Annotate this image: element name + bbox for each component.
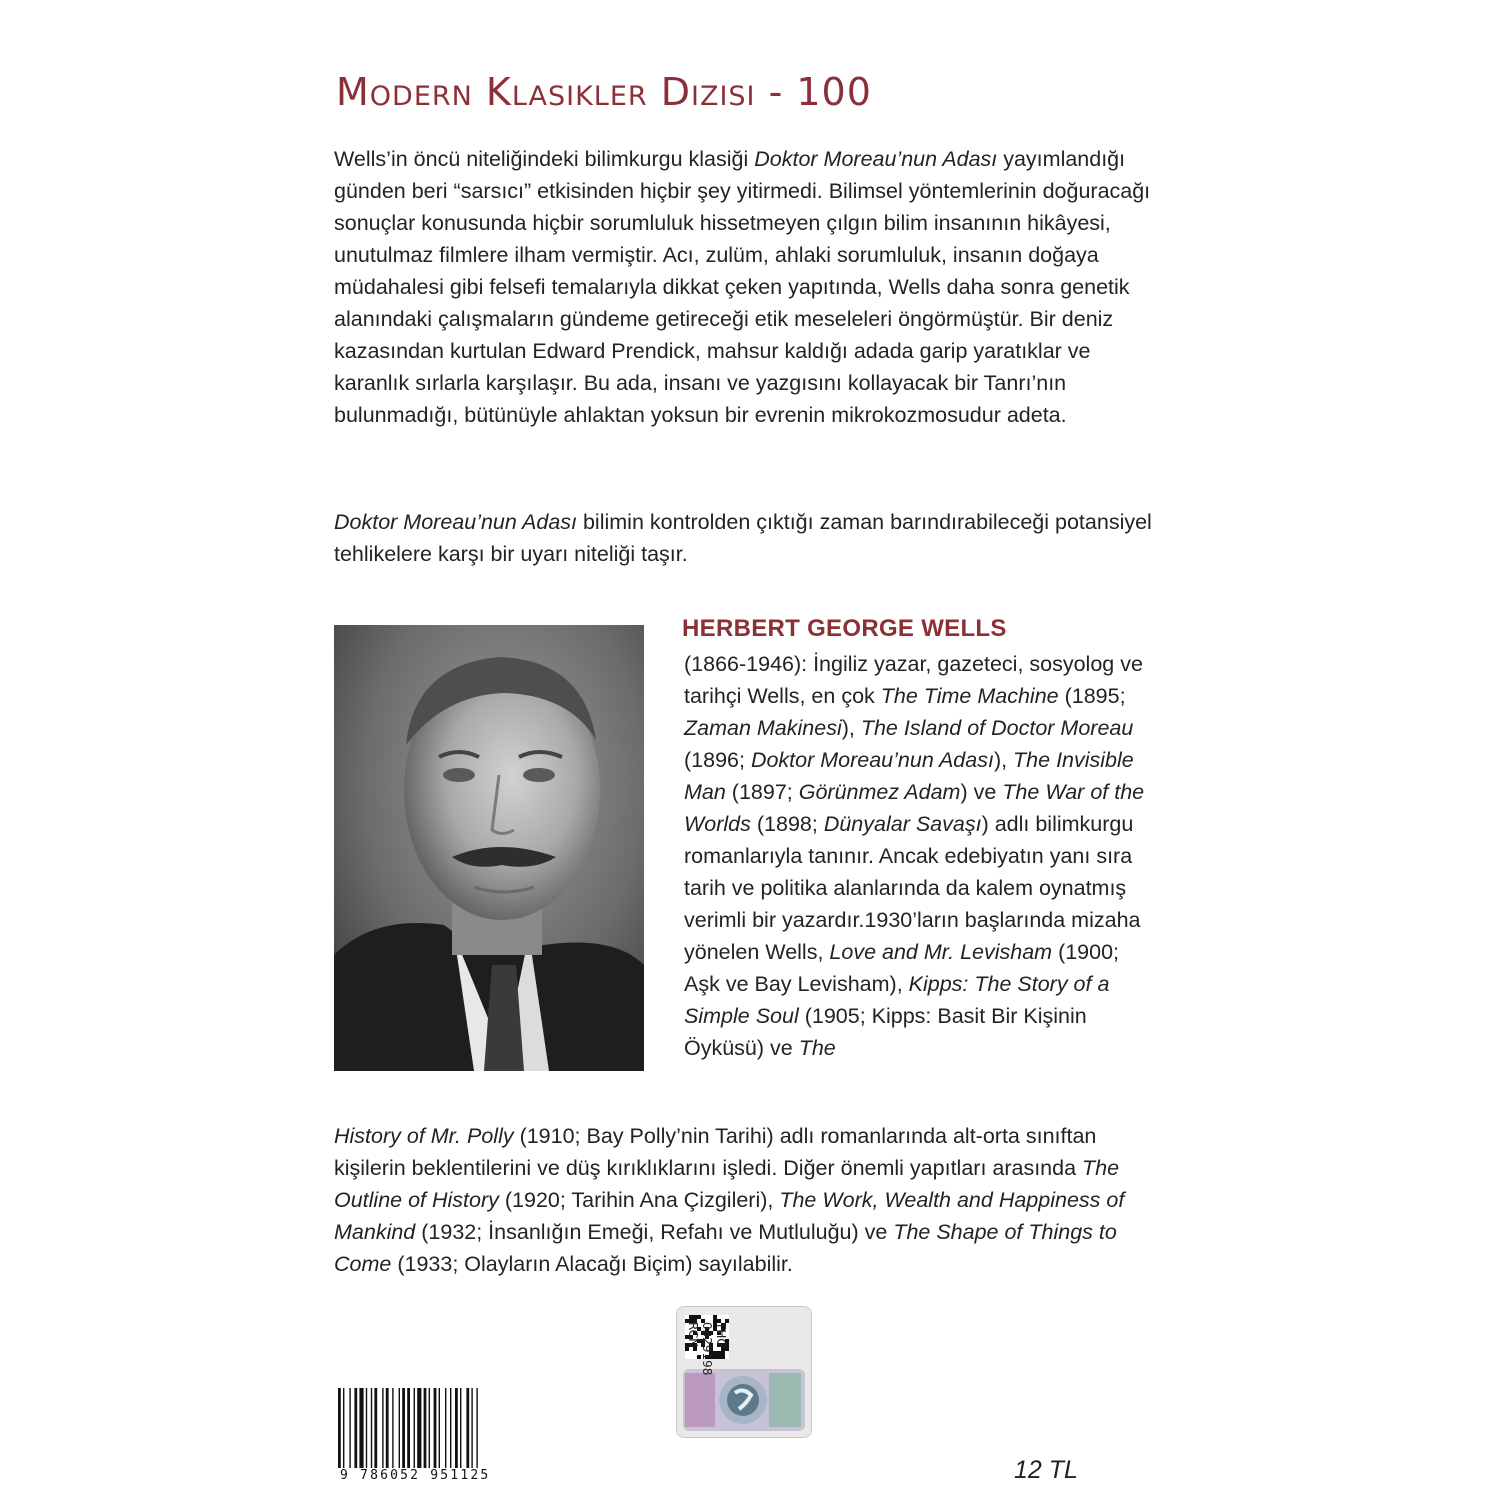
author-name: HERBERT GEORGE WELLS [682, 615, 1007, 642]
work-title: Doktor Moreau’nun Adası [750, 748, 994, 772]
book-title: Doktor Moreau’nun Adası [334, 510, 577, 534]
work-title: The Work, Wealth and Happiness of Mankind [334, 1188, 1125, 1244]
sticker-code-line: RCN [686, 1322, 700, 1348]
author-bio-continued [334, 1120, 1154, 1280]
book-title: Doktor Moreau’nun Adası [754, 147, 998, 171]
bio-text: ) ve [960, 780, 1003, 804]
work-title: The War of the Worlds [684, 780, 1145, 836]
author-bio-column [684, 648, 1154, 1064]
work-title: Love and Mr. Levisham [829, 940, 1053, 964]
bio-text: (1898; [750, 812, 824, 836]
sticker-code-line: THG [714, 1322, 728, 1348]
bio-text: ), [993, 748, 1014, 772]
description-text: Wells’in öncü niteliğindeki bilimkurgu klasiği [334, 147, 755, 171]
bio-text: ) adlı bilimkurgu romanlarıyla tanınır. Ancak edebiyatın yanı sıra tarih ve politika alanlarında da kalem oynatmış verimli bir yazardır.1930’ların başlarında mizaha yönelen Wells, [684, 812, 1141, 964]
bio-text: (1905; Kipps: Basit Bir Kişinin Öyküsü) ve [684, 1004, 1087, 1060]
work-title: The [798, 1036, 836, 1060]
description-paragraph-2 [334, 506, 1154, 570]
isbn-digits: 9 786052 951125 [340, 1468, 491, 1483]
work-title: The Invisible Man [684, 748, 1134, 804]
work-title: Kipps: The Story of a Simple Soul [684, 972, 1110, 1028]
bio-text: (1866-1946): İngiliz yazar, gazeteci, sosyolog ve tarihçi Wells, en çok [684, 652, 1143, 708]
work-title: Dünyalar Savaşı [823, 812, 982, 836]
description-paragraph-1 [334, 143, 1154, 431]
series-title: Modern Klasikler Dizisi - 100 [336, 70, 872, 114]
bio-text: (1910; Bay Polly’nin Tarihi) adlı romanlarında alt-orta sınıftan kişilerin beklentilerini ve düş kırıklıklarını işledi. Diğer önemli yapıtları arasında [334, 1124, 1097, 1180]
work-title: The Outline of History [334, 1156, 1120, 1212]
bio-text: (1932; İnsanlığın Emeği, Refahı ve Mutluluğu) ve [415, 1220, 894, 1244]
bio-text: (1933; Olayların Alacağı Biçim) sayılabilir. [391, 1252, 793, 1276]
description-text: yayımlandığı günden beri “sarsıcı” etkisinden hiçbir şey yitirmedi. Bilimsel yöntemlerinin doğuracağı sonuçlar konusunda hiçbir sorumluluk hissetmeyen çılgın bilim insanının hikâyesi, unutulmaz filmlere ilham vermiştir. Acı, zulüm, ahlaki sorumluluk, insanın doğaya müdahalesi gibi felsefi temalarıyla dikkat çeken yapıtında, Wells daha sonra genetik alanındaki çalışmaların gündeme getireceği etik meseleleri öngörmüştür. Bir deniz kazasından kurtulan Edward Prendick, mahsur kaldığı adada garip yaratıklar ve karanlık sırlarla karşılaşır. Bu ada, insanı ve yazgısını kollayacak bir Tanrı’nın bulunmadığı, bütünüyle ahlaktan yoksun bir evrenin mikrokozmosudur adeta. [334, 147, 1151, 427]
work-title: Zaman Makinesi [684, 716, 842, 740]
bio-text: (1895; [1058, 684, 1126, 708]
price-label: 12 TL [1014, 1456, 1078, 1484]
work-title: The Island of Doctor Moreau [860, 716, 1134, 740]
bio-text: (1920; Tarihin Ana Çizgileri), [498, 1188, 780, 1212]
bio-text: ), [841, 716, 861, 740]
sticker-code [686, 1322, 728, 1375]
work-title: The Shape of Things to Come [334, 1220, 1117, 1276]
hologram-seal-icon [683, 1369, 805, 1431]
bio-text: (1900; Aşk ve Bay Levisham), [684, 940, 1120, 996]
description-text: bilimin kontrolden çıktığı zaman barındırabileceği potansiyel tehlikelere karşı bir uyarı niteliği taşır. [334, 510, 1152, 566]
work-title: Görünmez Adam [798, 780, 961, 804]
work-title: History of Mr. Polly [334, 1124, 514, 1148]
sticker-code-line: 0329198 [700, 1322, 714, 1376]
bio-text: (1896; [684, 748, 751, 772]
work-title: The Time Machine [880, 684, 1059, 708]
author-portrait [334, 625, 644, 1071]
bio-text: (1897; [725, 780, 799, 804]
